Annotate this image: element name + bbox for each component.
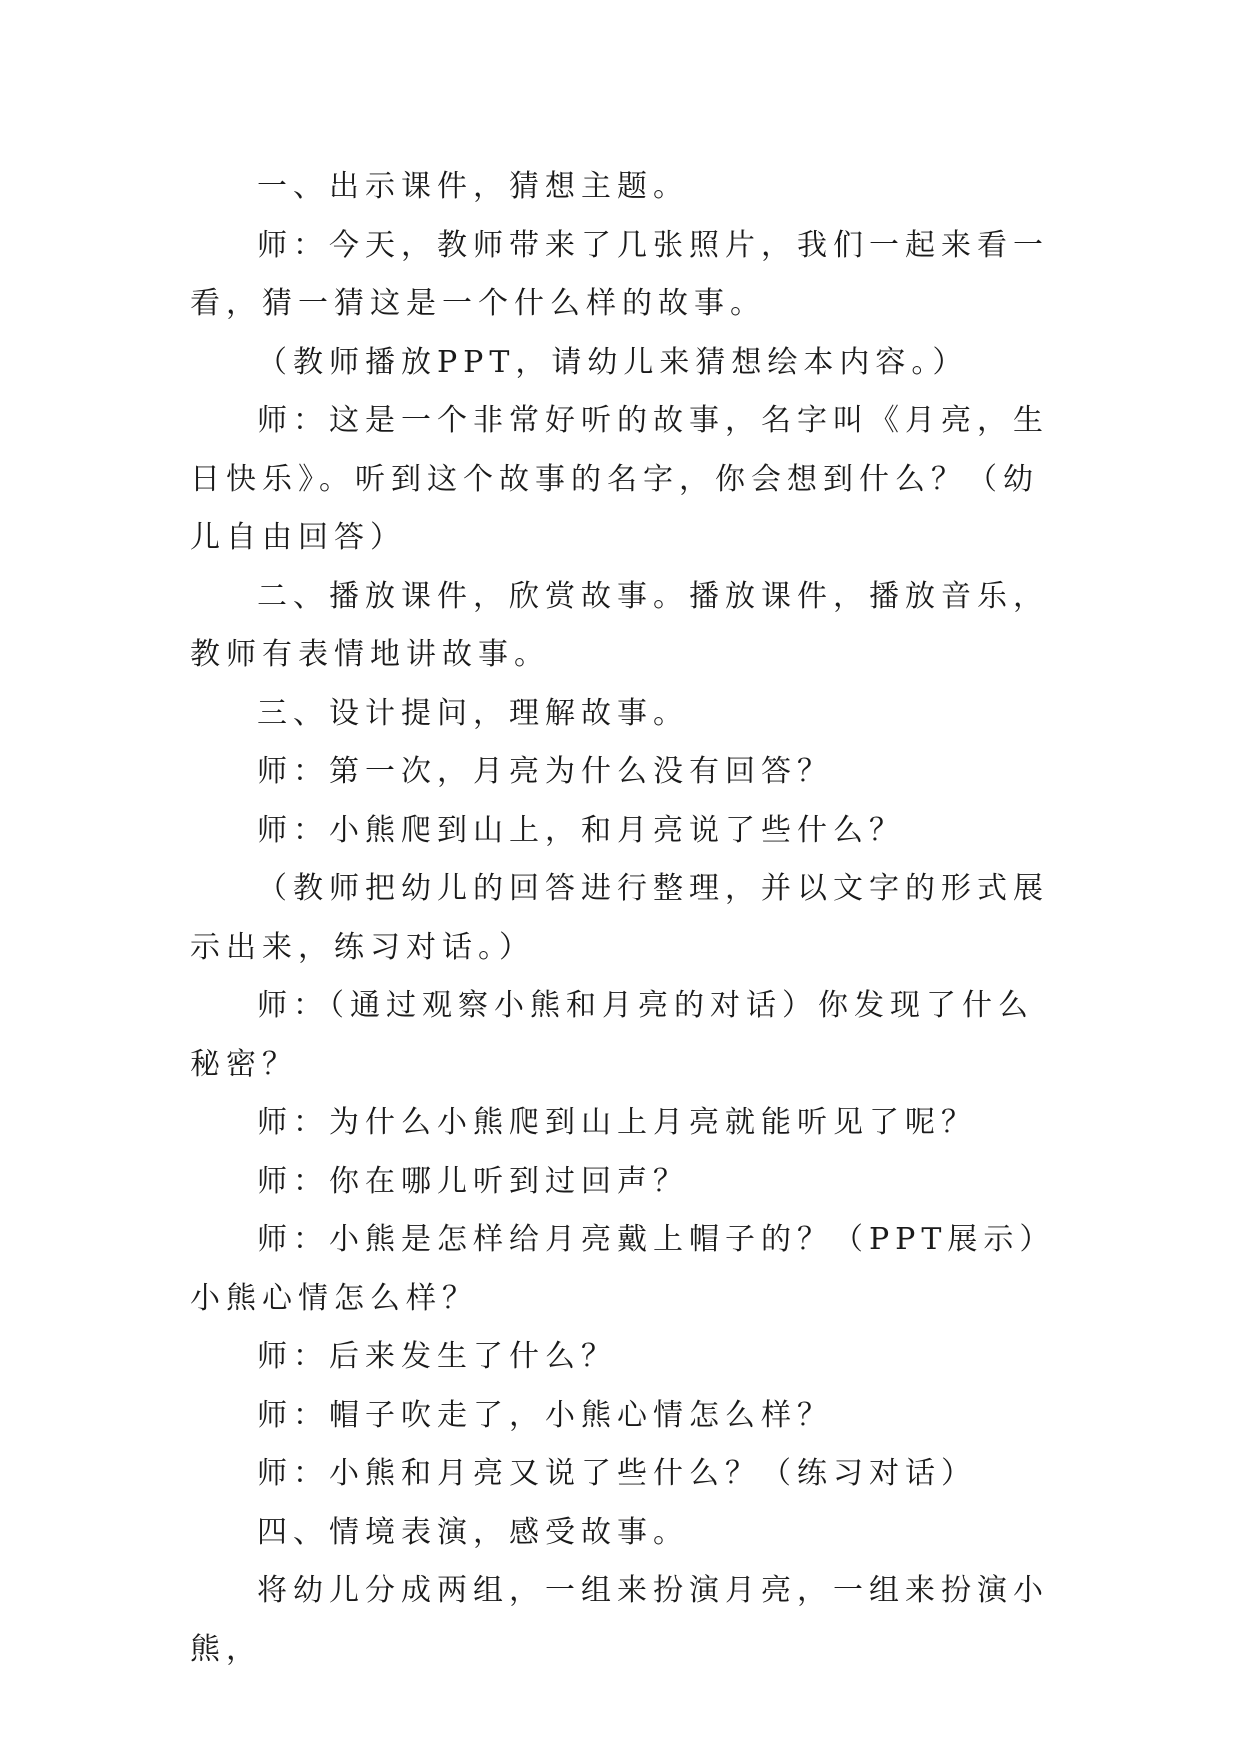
- paragraph: 四、情境表演，感受故事。: [257, 1514, 689, 1550]
- paragraph: 一、出示课件，猜想主题。: [257, 169, 689, 204]
- paragraph: （教师播放PPT，请幼儿来猜想绘本内容。）: [257, 344, 969, 380]
- paragraph: 师：你在哪儿听到过回声？: [257, 1163, 689, 1199]
- paragraph: 师：这是一个非常好听的故事，名字叫《月亮，生日快乐》。听到这个故事的名字，你会想到什么？（幼儿自由回答）: [190, 403, 1049, 555]
- paragraph: 师：（通过观察小熊和月亮的对话）你发现了什么秘密？: [190, 988, 1034, 1082]
- paragraph: 师：后来发生了什么？: [257, 1339, 617, 1374]
- paragraph: 二、播放课件，欣赏故事。播放课件，播放音乐，教师有表情地讲故事。: [190, 578, 1049, 672]
- paragraph: 师：帽子吹走了，小熊心情怎么样？: [257, 1397, 833, 1433]
- paragraph: 师：小熊和月亮又说了些什么？（练习对话）: [257, 1456, 977, 1491]
- paragraph: 师：为什么小熊爬到山上月亮就能听见了呢？: [257, 1105, 977, 1140]
- paragraph: 三、设计提问，理解故事。: [257, 695, 689, 731]
- paragraph: 师：小熊爬到山上，和月亮说了些什么？: [257, 812, 905, 848]
- paragraph: 师：今天，教师带来了几张照片，我们一起来看一看，猜一猜这是一个什么样的故事。: [190, 227, 1049, 321]
- paragraph: （教师把幼儿的回答进行整理，并以文字的形式展示出来，练习对话。）: [190, 871, 1049, 965]
- paragraph: 师：小熊是怎样给月亮戴上帽子的？（PPT展示）小熊心情怎么样？: [190, 1222, 1056, 1316]
- paragraph: 将幼儿分成两组，一组来扮演月亮，一组来扮演小熊，: [190, 1573, 1049, 1667]
- document-body: [190, 158, 1060, 1679]
- paragraph: 师：第一次，月亮为什么没有回答？: [257, 754, 833, 789]
